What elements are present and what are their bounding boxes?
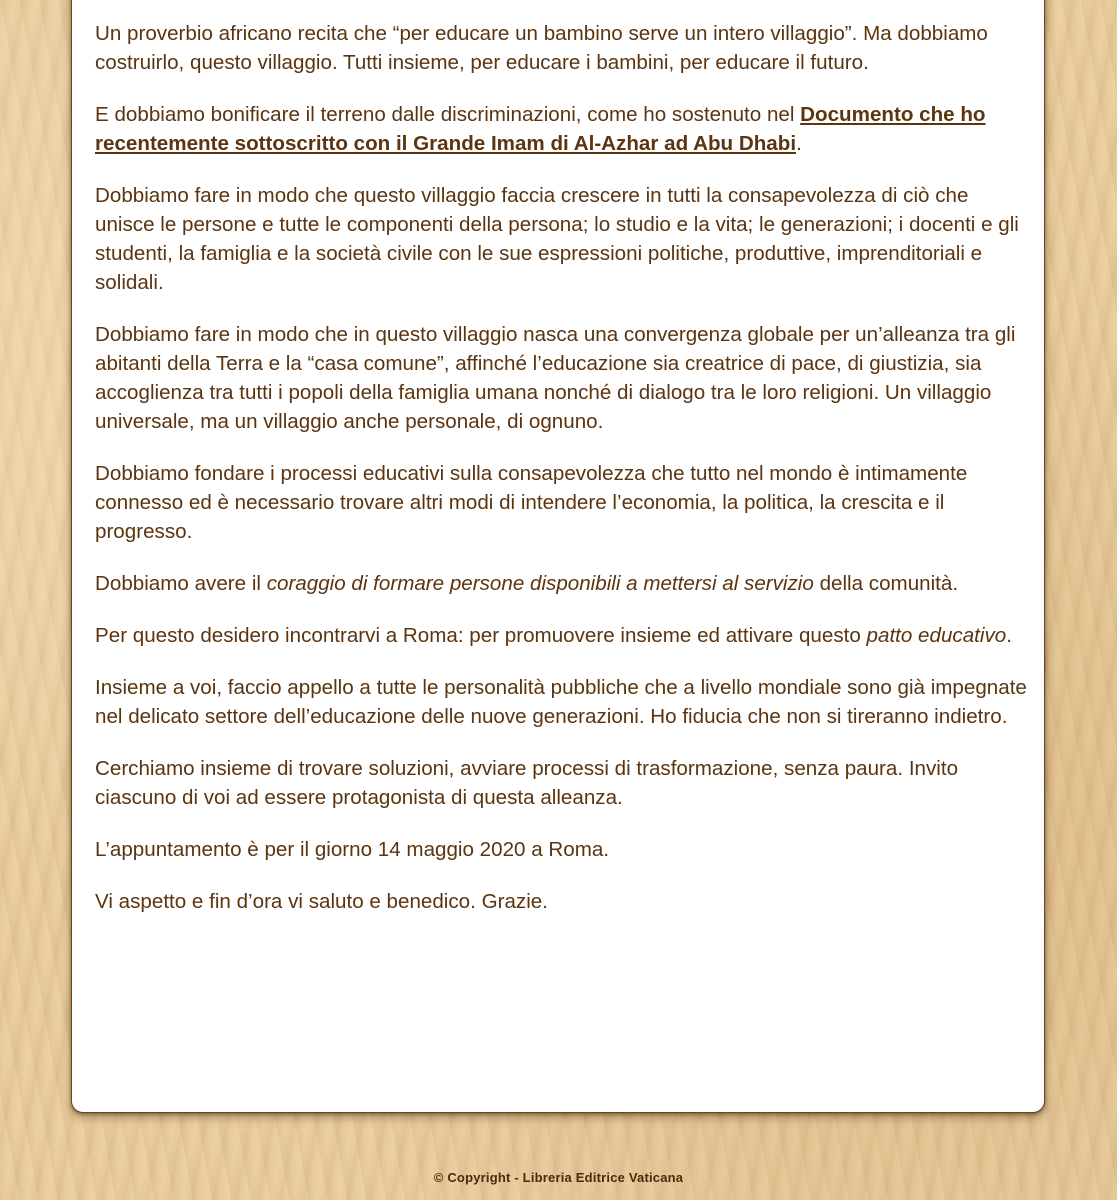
paragraph-text: . (1006, 624, 1012, 647)
italic-text: coraggio di formare persone disponibili a mettersi al servizio (266, 572, 814, 595)
paragraph-text: della comunità. (813, 572, 959, 595)
paragraph-appeal: Insieme a voi, faccio appello a tutte le personalità pubbliche che a livello mondiale sono già impegnate nel delicato settore dell’educazione delle nuove generazioni. Ho fiducia che non si tireranno indietro. (95, 676, 1027, 728)
paragraph-proverb: Un proverbio africano recita che “per educare un bambino serve un intero villaggio”. Ma dobbiamo costruirlo, questo villaggio. Tutti insieme, per educare i bambini, per educare il futuro. (95, 22, 988, 74)
paragraph-convergence: Dobbiamo fare in modo che in questo villaggio nasca una convergenza globale per un’alleanza tra gli abitanti della Terra e la “casa comune”, affinché l’educazione sia creatrice di pace, di giustizia, sia accoglienza tra tutti i popoli della famiglia umana nonché di dialogo tra le loro religioni. Un villaggio universale, ma un villaggio anche personale, di ognuno. (95, 323, 1016, 433)
paragraph-text: Dobbiamo avere il (95, 572, 267, 595)
italic-text: patto educativo (866, 624, 1007, 647)
paragraph-educational-processes: Dobbiamo fondare i processi educativi sulla consapevolezza che tutto nel mondo è intimamente connesso ed è necessario trovare altri modi di intendere l’economia, la politica, la crescita e il progresso. (95, 462, 968, 543)
paragraph-awareness: Dobbiamo fare in modo che questo villaggio faccia crescere in tutti la consapevolezza di ciò che unisce le persone e tutte le componenti della persona; lo studio e la vita; le generazioni; i docenti e gli studenti, la famiglia e la società civile con le sue espressioni politiche, produttive, imprenditoriali e solidali. (95, 184, 1019, 294)
paragraph-closing: Vi aspetto e fin d’ora vi saluto e benedico. Grazie. (95, 890, 548, 913)
paragraph-appointment: L’appuntamento è per il giorno 14 maggio 2020 a Roma. (95, 838, 610, 861)
paragraph-courage (95, 569, 1030, 598)
paragraph-text: E dobbiamo bonificare il terreno dalle discriminazioni, come ho sostenuto nel (95, 103, 801, 126)
paragraph-solutions: Cerchiamo insieme di trovare soluzioni, avviare processi di trasformazione, senza paura. Invito ciascuno di voi ad essere protagonista di questa alleanza. (95, 757, 959, 809)
paragraph-text: Per questo desidero incontrarvi a Roma: per promuovere insieme ed attivare questo (95, 624, 867, 647)
paragraph-rome-meeting (95, 621, 1030, 650)
paragraph-text: . (796, 132, 802, 155)
document-body (95, 19, 1030, 939)
copyright-footer: © Copyright - Libreria Editrice Vaticana (433, 1170, 684, 1185)
abu-dhabi-document-link[interactable]: Documento che ho recentemente sottoscritto con il Grande Imam di Al-Azhar ad Abu Dhabi (95, 103, 986, 155)
paragraph-discrimination (95, 100, 1030, 158)
